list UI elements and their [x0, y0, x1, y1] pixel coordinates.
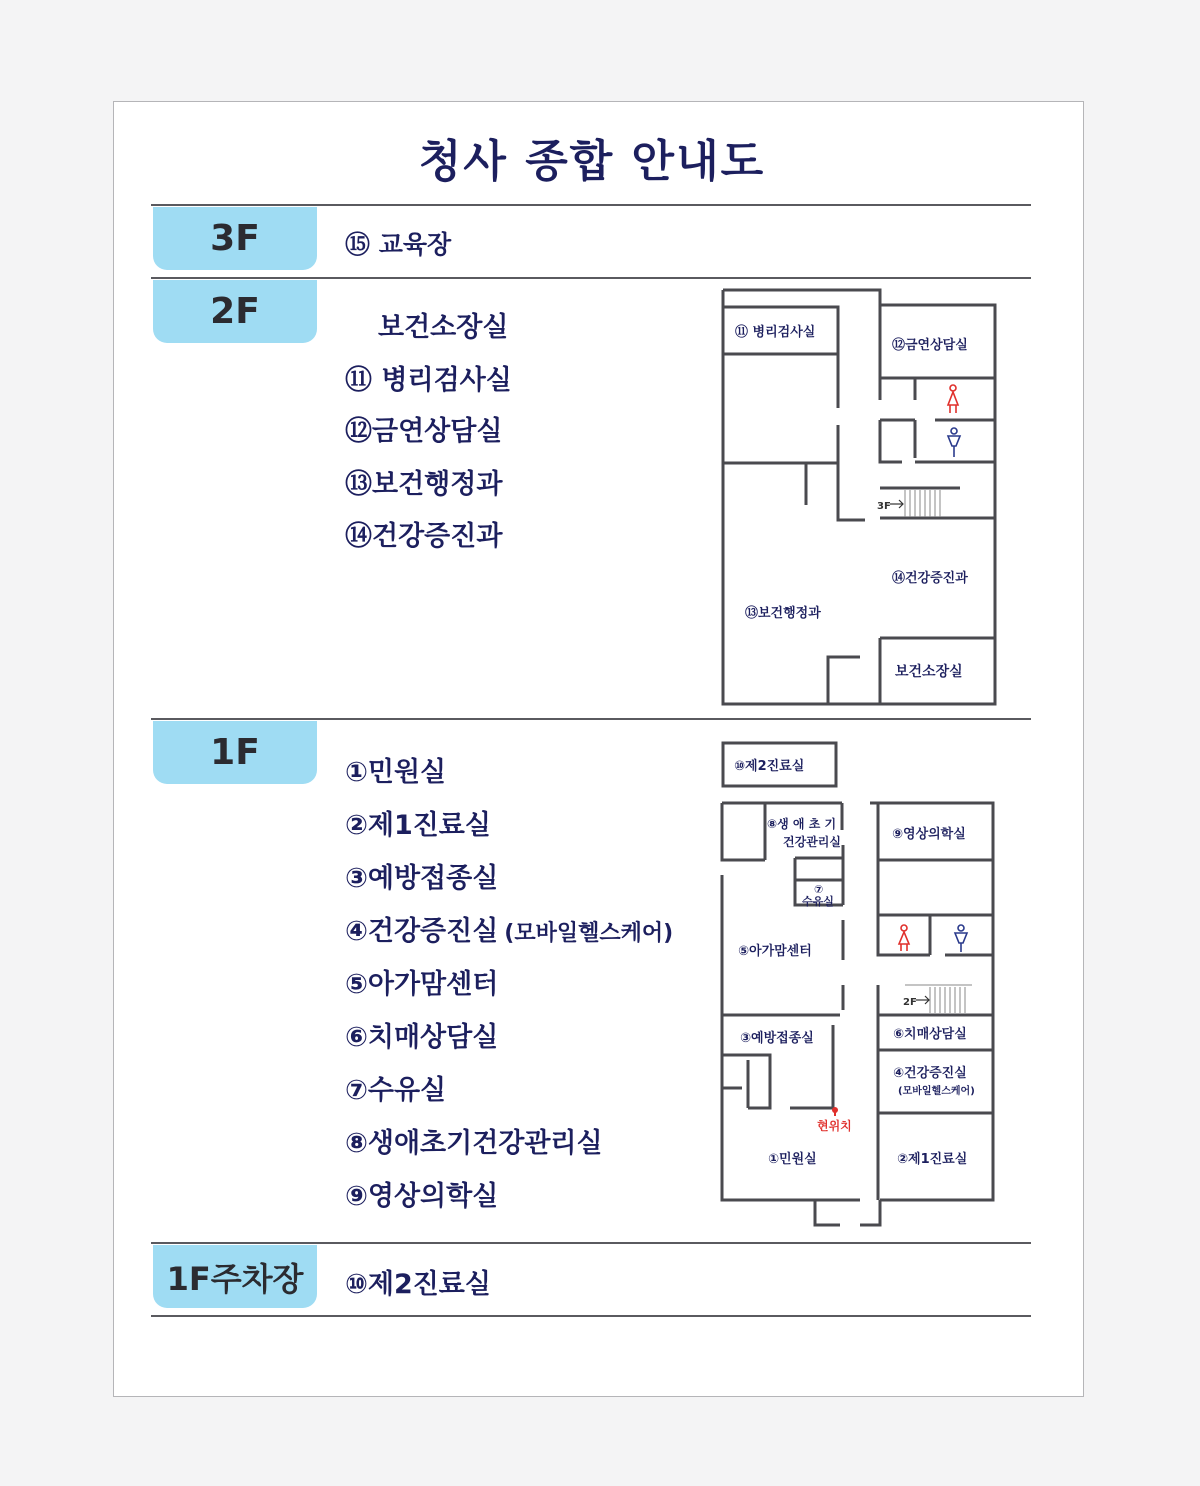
divider-2f	[151, 718, 1031, 720]
arrow-right-icon	[916, 996, 929, 1004]
list-item: ⑩제2진료실	[345, 1269, 491, 1300]
plan-label-stair-3f: 3F	[877, 501, 891, 512]
plan-label-room-3: ③예방접종실	[740, 1031, 814, 1046]
floor-plan-1f	[700, 735, 1020, 1235]
current-location-marker	[832, 1107, 838, 1116]
arrow-right-icon	[890, 500, 903, 508]
list-item	[345, 909, 673, 948]
plan-label-room-9: ⑨영상의학실	[892, 827, 966, 842]
list-item: 보건소장실	[378, 312, 509, 343]
list-item: ⑤아가맘센터	[345, 969, 499, 1000]
plan-label-room-7: 수유실	[802, 895, 834, 908]
list-item: ③예방접종실	[345, 863, 499, 894]
list-item-note: (모바일헬스케어)	[504, 921, 674, 946]
plan-label-room-5: ⑤아가맘센터	[738, 944, 812, 959]
plan-label-room-4-note: (모바일헬스케어)	[898, 1086, 975, 1097]
plan-label-room-8-line1: ⑧생 애 초 기	[767, 817, 837, 831]
divider-3f	[151, 277, 1031, 279]
plan-label-room-10: ⑩제2진료실	[734, 759, 805, 774]
list-item: ①민원실	[345, 757, 447, 788]
floor-tab-parking: 1F주차장	[153, 1245, 317, 1308]
floor-tab-2f: 2F	[153, 280, 317, 343]
plan-label-current-location: 현위치	[817, 1119, 852, 1133]
female-restroom-icon	[899, 925, 909, 951]
list-item-label: ④건강증진실	[345, 916, 499, 947]
list-item: ⑪ 병리검사실	[345, 365, 512, 396]
page-title: 청사 종합 안내도	[418, 136, 766, 187]
list-item: ⑨영상의학실	[345, 1181, 499, 1212]
divider-top	[151, 204, 1031, 206]
plan-label-room-6: ⑥치매상담실	[893, 1027, 967, 1042]
list-item: ⑦수유실	[345, 1075, 447, 1106]
plan-label-room-4: ④건강증진실	[893, 1066, 967, 1081]
floor-plan-2f	[700, 280, 1020, 715]
list-item: ⑬보건행정과	[345, 469, 503, 500]
female-restroom-icon	[948, 385, 958, 413]
divider-1f	[151, 1242, 1031, 1244]
list-item: ②제1진료실	[345, 810, 491, 841]
list-item: ⑧생애초기건강관리실	[345, 1128, 603, 1159]
plan-label-room-12: ⑫금연상담실	[892, 338, 968, 353]
plan-label-room-7-number: ⑦	[814, 883, 824, 896]
list-item: ⑭건강증진과	[345, 521, 503, 552]
list-item: ⑥치매상담실	[345, 1022, 499, 1053]
plan-label-room-14: ⑭건강증진과	[892, 571, 968, 586]
plan-label-room-2: ②제1진료실	[897, 1152, 968, 1167]
plan-label-room-13: ⑬보건행정과	[745, 606, 821, 621]
plan-label-chief: 보건소장실	[895, 664, 963, 680]
plan-label-stair-2f: 2F	[903, 997, 917, 1008]
floor-tab-1f: 1F	[153, 721, 317, 784]
male-restroom-icon	[955, 925, 967, 952]
male-restroom-icon	[948, 428, 960, 457]
list-item: ⑮ 교육장	[345, 230, 452, 259]
list-item: ⑫금연상담실	[345, 416, 503, 447]
plan-label-room-1: ①민원실	[768, 1152, 817, 1167]
plan-label-room-11: ⑪ 병리검사실	[735, 325, 816, 340]
divider-bottom	[151, 1315, 1031, 1317]
floor-tab-3f: 3F	[153, 207, 317, 270]
plan-label-room-8-line2: 건강관리실	[783, 835, 841, 849]
